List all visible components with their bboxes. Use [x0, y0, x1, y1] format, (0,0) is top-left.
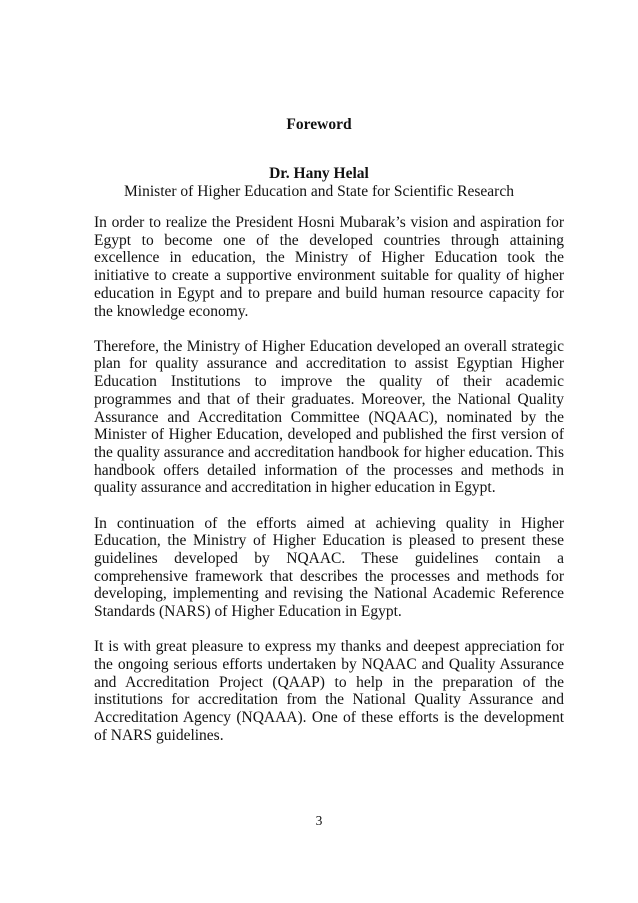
paragraph: It is with great pleasure to express my thanks and deepest appreciation for the ongoing serious efforts undertaken by NQAAC and Quality Assurance and Accreditation Project (QAAP) to help in the preparation of the institutions for accreditation from the National Quality Assurance and Accreditation Agency (NQAAA). One of these efforts is the development of NARS guidelines. [94, 638, 564, 744]
author-position: Minister of Higher Education and State for Scientific Research [124, 183, 514, 200]
paragraph: In order to realize the President Hosni Mubarak’s vision and aspiration for Egypt to become one of the developed countries through attaining excellence in education, the Ministry of Higher Education took the initiative to create a supportive environment suitable for quality of higher education in Egypt and to prepare and build human resource capacity for the knowledge economy. [94, 214, 564, 320]
paragraph: In continuation of the efforts aimed at achieving quality in Higher Education, the Ministry of Higher Education is pleased to present these guidelines developed by NQAAC. These guidelines contain a comprehensive framework that describes the processes and methods for developing, implementing and revising the National Academic Reference Standards (NARS) of Higher Education in Egypt. [94, 514, 564, 621]
body-text [94, 214, 564, 762]
author-name: Dr. Hany Helal [269, 165, 369, 182]
paragraph: Therefore, the Ministry of Higher Education developed an overall strategic plan for quality assurance and accreditation to assist Egyptian Higher Education Institutions to improve the quality of their academic programmes and that of their graduates. Moreover, the National Quality Assurance and Accreditation Committee (NQAAC), nominated by the Minister of Higher Education, developed and published the first version of the quality assurance and accreditation handbook for higher education. This handbook offers detailed information of the processes and methods in quality assurance and accreditation in higher education in Egypt. [94, 337, 564, 497]
page-title: Foreword [286, 116, 352, 133]
page-number: 3 [315, 813, 323, 828]
